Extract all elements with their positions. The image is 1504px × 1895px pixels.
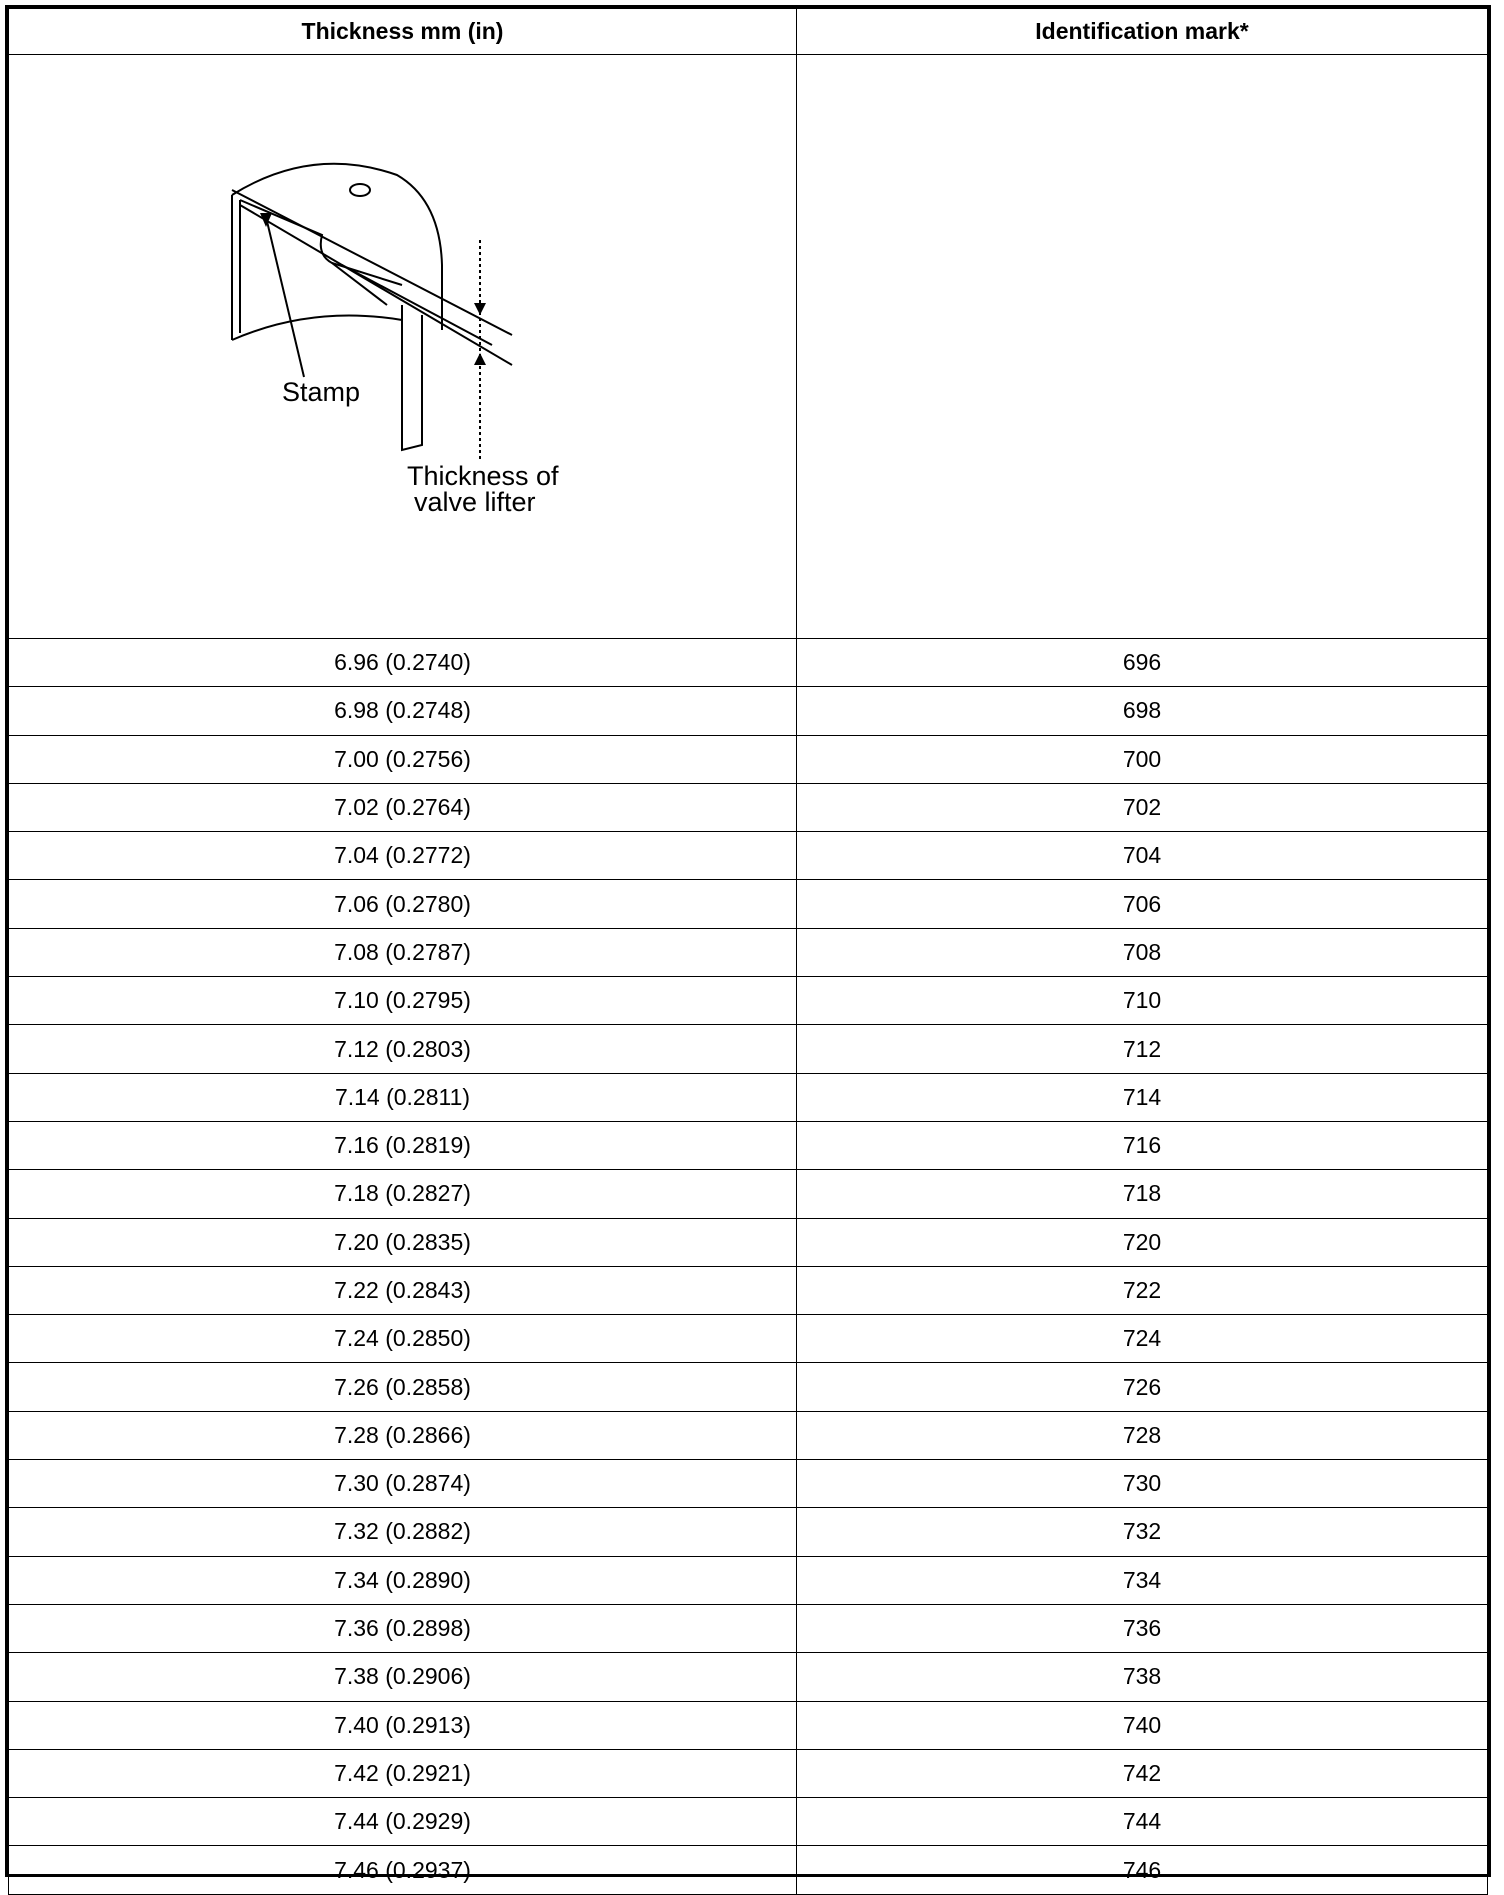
identification-mark-cell: 726 xyxy=(797,1363,1488,1411)
valve-lifter-figure xyxy=(222,155,582,545)
table-row xyxy=(9,1170,1488,1218)
thickness-cell: 7.36 (0.2898) xyxy=(9,1604,797,1652)
header-row xyxy=(9,9,1488,55)
table-row xyxy=(9,639,1488,687)
identification-mark-cell: 696 xyxy=(797,639,1488,687)
identification-mark-cell: 698 xyxy=(797,687,1488,735)
thickness-cell: 7.18 (0.2827) xyxy=(9,1170,797,1218)
identification-mark-cell: 702 xyxy=(797,783,1488,831)
header-identification-mark: Identification mark* xyxy=(797,9,1488,55)
table-row xyxy=(9,1218,1488,1266)
identification-mark-cell: 704 xyxy=(797,832,1488,880)
table-row xyxy=(9,928,1488,976)
thickness-cell: 7.46 (0.2937) xyxy=(9,1846,797,1894)
table-row xyxy=(9,1025,1488,1073)
thickness-cell: 7.22 (0.2843) xyxy=(9,1266,797,1314)
table-row xyxy=(9,1073,1488,1121)
thickness-cell: 7.26 (0.2858) xyxy=(9,1363,797,1411)
table-row xyxy=(9,977,1488,1025)
table-row xyxy=(9,735,1488,783)
figure-label-thickness-line1: Thickness of xyxy=(407,461,559,491)
figure-empty-cell xyxy=(797,55,1488,639)
table-row xyxy=(9,1653,1488,1701)
figure-label-stamp: Stamp xyxy=(282,377,361,407)
table-row xyxy=(9,880,1488,928)
identification-mark-cell: 736 xyxy=(797,1604,1488,1652)
identification-mark-cell: 744 xyxy=(797,1798,1488,1846)
thickness-cell: 7.04 (0.2772) xyxy=(9,832,797,880)
figure-label-thickness-line2: valve lifter xyxy=(414,487,536,517)
header-thickness: Thickness mm (in) xyxy=(9,9,797,55)
thickness-cell: 7.44 (0.2929) xyxy=(9,1798,797,1846)
thickness-cell: 7.02 (0.2764) xyxy=(9,783,797,831)
thickness-cell: 7.08 (0.2787) xyxy=(9,928,797,976)
table-row xyxy=(9,1266,1488,1314)
table-row xyxy=(9,1749,1488,1797)
thickness-cell: 7.38 (0.2906) xyxy=(9,1653,797,1701)
identification-mark-cell: 724 xyxy=(797,1315,1488,1363)
identification-mark-cell: 718 xyxy=(797,1170,1488,1218)
thickness-cell: 7.24 (0.2850) xyxy=(9,1315,797,1363)
table-row xyxy=(9,1508,1488,1556)
thickness-cell: 7.28 (0.2866) xyxy=(9,1411,797,1459)
table-row xyxy=(9,1363,1488,1411)
thickness-cell: 7.40 (0.2913) xyxy=(9,1701,797,1749)
dimension-arrow-bottom-icon xyxy=(474,353,486,365)
identification-mark-cell: 728 xyxy=(797,1411,1488,1459)
identification-mark-cell: 746 xyxy=(797,1846,1488,1894)
valve-lifter-drawing xyxy=(222,155,582,545)
dimension-arrow-top-icon xyxy=(474,303,486,315)
identification-mark-cell: 700 xyxy=(797,735,1488,783)
identification-mark-cell: 706 xyxy=(797,880,1488,928)
thickness-cell: 7.42 (0.2921) xyxy=(9,1749,797,1797)
identification-mark-cell: 730 xyxy=(797,1460,1488,1508)
table-row xyxy=(9,687,1488,735)
thickness-cell: 7.20 (0.2835) xyxy=(9,1218,797,1266)
table-row xyxy=(9,1315,1488,1363)
table-row xyxy=(9,1798,1488,1846)
thickness-cell: 7.10 (0.2795) xyxy=(9,977,797,1025)
identification-mark-cell: 722 xyxy=(797,1266,1488,1314)
thickness-cell: 7.30 (0.2874) xyxy=(9,1460,797,1508)
thickness-cell: 7.32 (0.2882) xyxy=(9,1508,797,1556)
table-row xyxy=(9,1411,1488,1459)
identification-mark-cell: 738 xyxy=(797,1653,1488,1701)
table-row xyxy=(9,1701,1488,1749)
thickness-cell: 6.96 (0.2740) xyxy=(9,639,797,687)
table-row xyxy=(9,1460,1488,1508)
identification-mark-cell: 710 xyxy=(797,977,1488,1025)
identification-mark-cell: 742 xyxy=(797,1749,1488,1797)
table-row xyxy=(9,783,1488,831)
table-row xyxy=(9,1556,1488,1604)
identification-mark-cell: 716 xyxy=(797,1121,1488,1169)
identification-mark-cell: 734 xyxy=(797,1556,1488,1604)
thickness-cell: 7.16 (0.2819) xyxy=(9,1121,797,1169)
identification-mark-cell: 732 xyxy=(797,1508,1488,1556)
thickness-cell: 7.00 (0.2756) xyxy=(9,735,797,783)
thickness-cell: 6.98 (0.2748) xyxy=(9,687,797,735)
identification-mark-cell: 720 xyxy=(797,1218,1488,1266)
thickness-cell: 7.12 (0.2803) xyxy=(9,1025,797,1073)
identification-mark-cell: 740 xyxy=(797,1701,1488,1749)
thickness-cell: 7.34 (0.2890) xyxy=(9,1556,797,1604)
identification-mark-cell: 712 xyxy=(797,1025,1488,1073)
table-row xyxy=(9,832,1488,880)
thickness-cell: 7.06 (0.2780) xyxy=(9,880,797,928)
table-row xyxy=(9,1604,1488,1652)
thickness-cell: 7.14 (0.2811) xyxy=(9,1073,797,1121)
table-row xyxy=(9,1846,1488,1894)
stamp-arrow-icon xyxy=(260,213,272,227)
table-row xyxy=(9,1121,1488,1169)
identification-mark-cell: 708 xyxy=(797,928,1488,976)
identification-mark-cell: 714 xyxy=(797,1073,1488,1121)
